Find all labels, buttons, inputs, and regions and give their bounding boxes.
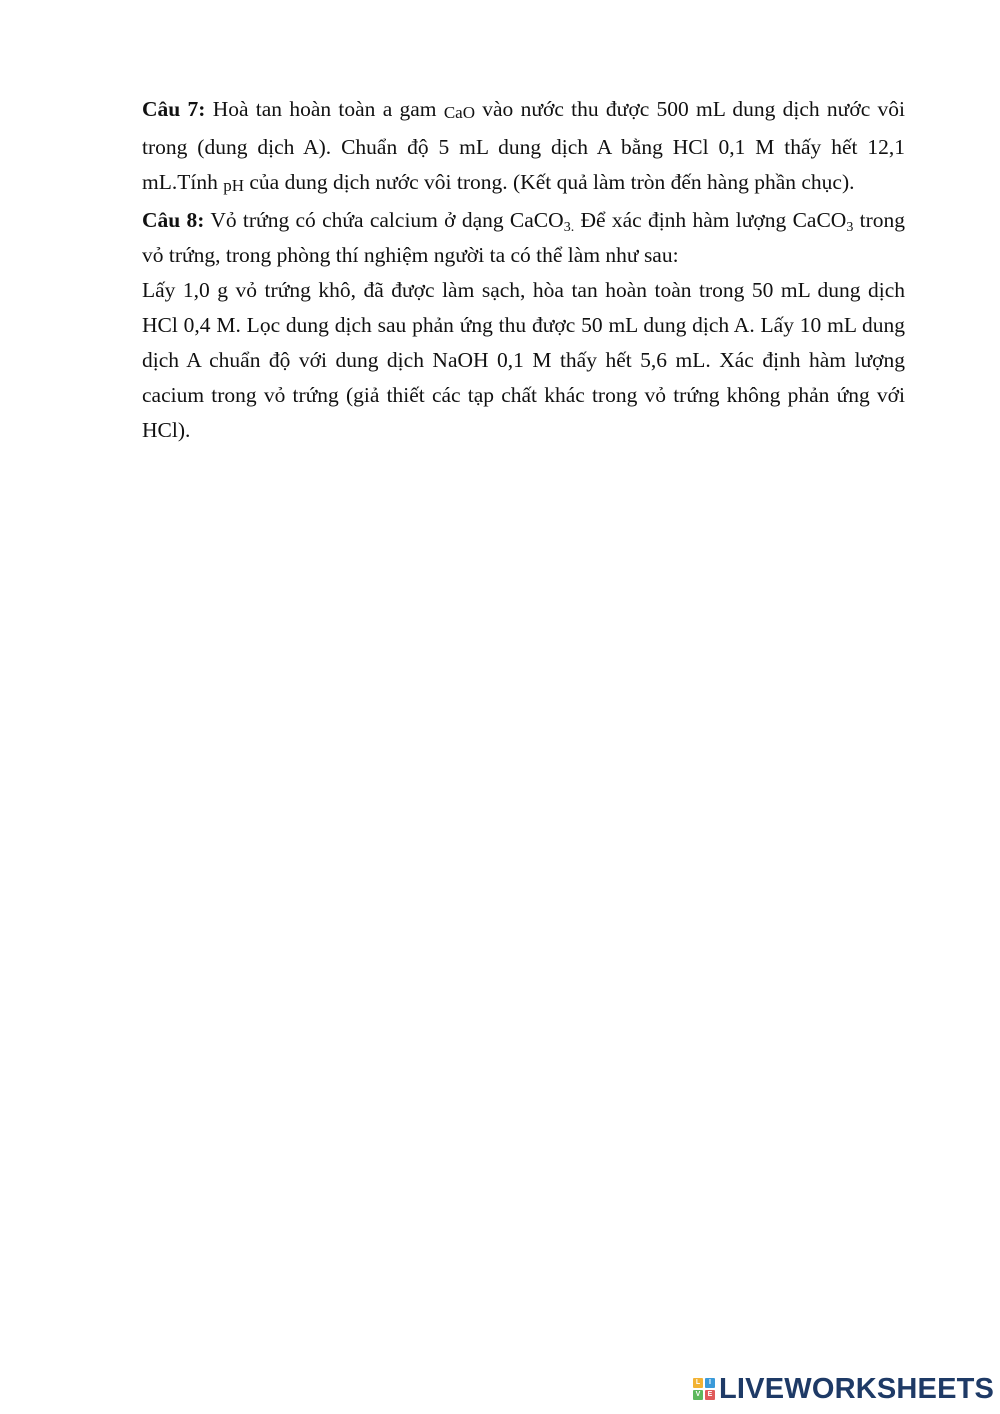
question-7-text-1: Hoà tan hoàn toàn a gam — [205, 97, 444, 121]
question-7 — [142, 92, 905, 203]
worksheet-content — [142, 92, 905, 448]
question-8-text-3: trong vỏ trứng, trong phòng thí nghiệm người ta có thể làm như sau: — [142, 208, 906, 267]
question-8 — [142, 203, 905, 273]
formula-cao: CaO — [443, 103, 475, 122]
question-8-procedure: Lấy 1,0 g vỏ trứng khô, đã được làm sạch, hòa tan hoàn toàn trong 50 mL dung dịch HCl 0,4 M. Lọc dung dịch sau phản ứng thu được 50 mL dung dịch A. Lấy 10 mL dung dịch A chuẩn độ với dung dịch NaOH 0,1 M thấy hết 5,6 mL. Xác định hàm lượng cacium trong vỏ trứng (giả thiết các tạp chất khác trong vỏ trứng không phản ứng với HCl). — [142, 278, 905, 442]
question-8-text-2: Để xác định hàm lượng CaCO — [574, 208, 847, 232]
question-7-text-3: của dung dịch nước vôi trong. (Kết quả làm tròn đến hàng phần chục). — [244, 170, 855, 194]
question-8-label: Câu 8: — [142, 208, 205, 232]
logo-cell-i: I — [705, 1378, 715, 1388]
logo-cell-e: E — [705, 1390, 715, 1400]
question-7-text-2: vào nước thu được 500 mL dung dịch nước vôi trong (dung dịch A). Chuẩn độ 5 mL dung dịch A bằng HCl 0,1 M thấy hết 12,1 mL.Tính — [142, 97, 905, 194]
logo-grid-icon — [693, 1378, 715, 1400]
subscript-3-second: 3 — [846, 220, 854, 235]
logo-cell-l: L — [693, 1378, 703, 1388]
subscript-3-first: 3. — [563, 220, 575, 235]
question-7-label: Câu 7: — [142, 97, 206, 121]
logo-text: LIVEWORKSHEETS — [719, 1372, 995, 1405]
liveworksheets-logo — [693, 1374, 994, 1404]
logo-cell-v: V — [693, 1390, 703, 1400]
question-8-text-1: Vỏ trứng có chứa calcium ở dạng CaCO — [204, 208, 564, 232]
formula-ph: pH — [223, 176, 244, 195]
